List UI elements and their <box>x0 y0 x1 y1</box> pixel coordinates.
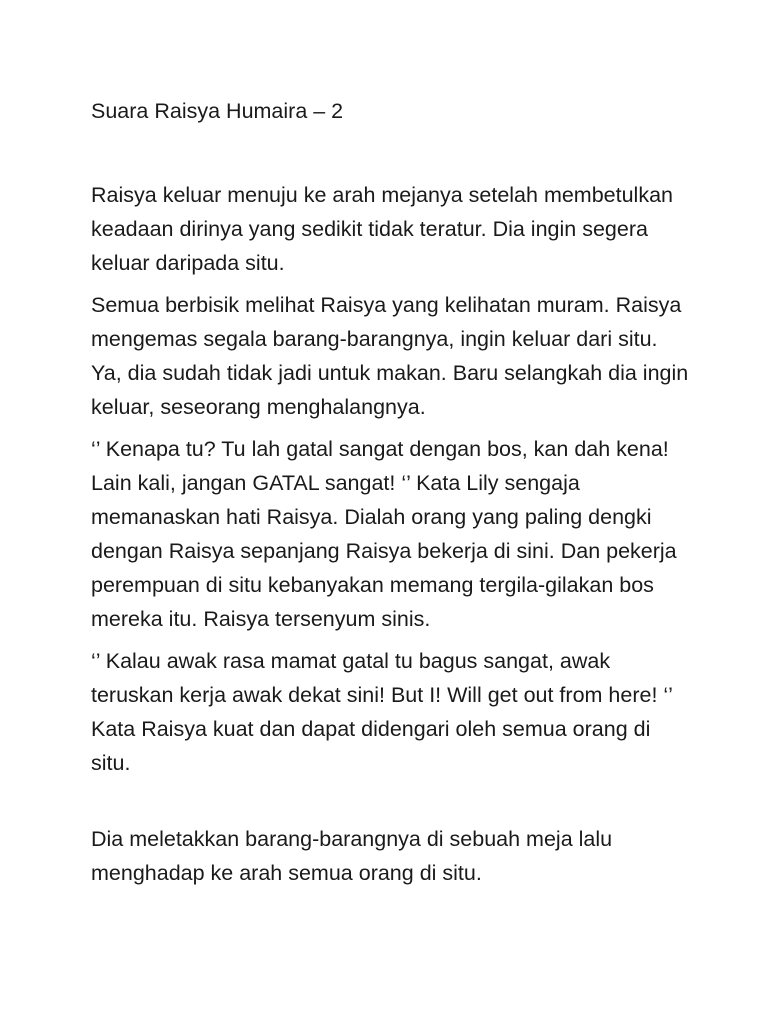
paragraph-5: Dia meletakkan barang-barangnya di sebuah meja lalu menghadap ke arah semua orang di situ. <box>91 827 613 885</box>
paragraph-4: ‘’ Kalau awak rasa mamat gatal tu bagus sangat, awak teruskan kerja awak dekat sini! But I! Will get out from here! ‘’ Kata Raisya kuat dan dapat didengari oleh semua orang di situ. <box>91 649 673 775</box>
document-title: Suara Raisya Humaira – 2 <box>91 99 344 123</box>
paragraph-2: Semua berbisik melihat Raisya yang kelihatan muram. Raisya mengemas segala barang-barangnya, ingin keluar dari situ. Ya, dia sudah tidak jadi untuk makan. Baru selangkah dia ingin keluar, seseorang menghalangnya. <box>91 293 689 419</box>
document-body <box>91 96 691 898</box>
paragraph-3: ‘’ Kenapa tu? Tu lah gatal sangat dengan bos, kan dah kena! Lain kali, jangan GATAL sangat! ‘’ Kata Lily sengaja memanaskan hati Raisya. Dialah orang yang paling dengki dengan Raisya sepanjang Raisya bekerja di sini. Dan pekerja perempuan di situ kebanyakan memang tergila-gilakan bos mereka itu. Raisya tersenyum sinis. <box>91 437 677 631</box>
paragraph-1: Raisya keluar menuju ke arah mejanya setelah membetulkan keadaan dirinya yang sedikit tidak teratur. Dia ingin segera keluar daripada situ. <box>91 183 674 275</box>
